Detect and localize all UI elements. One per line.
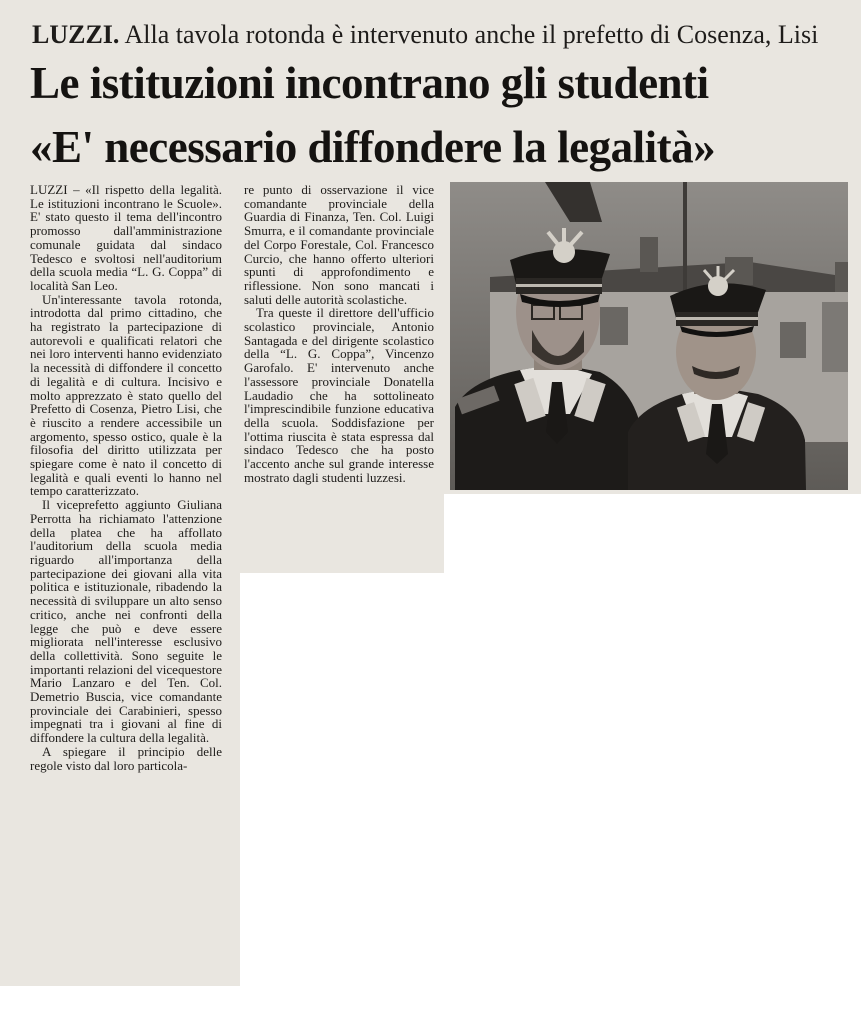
article-column-2 bbox=[244, 183, 434, 484]
paragraph: Il viceprefetto aggiunto Giuliana Perrotta ha richiamato l'attenzione della platea che ha affollato l'auditorium della scuola media riguardo all'importanza della partecipazione dei giovani alla vita politica e istituzionale, ribadendo la necessità di sviluppare un alto senso critico, anche nei confronti della legge che può e deve essere migliorata nell'interesse esclusivo della collettività. Sono seguite le importanti relazioni del vicequestore Mario Lanzaro e del Ten. Col. Demetrio Buscia, vice comandante provinciale dei Carabinieri, spesso impegnati tra i giovani al fine di diffondere la cultura della legalità. bbox=[30, 497, 222, 746]
paragraph: Un'interessante tavola rotonda, introdotta dal primo cittadino, che ha registrato la partecipazione di autorevoli e qualificati relatori che nei loro interventi hanno evidenziato la necessità di diffondere il concetto di legalità e di cultura. Incisivo e molto apprezzato è stato quello del Prefetto di Cosenza, Pietro Lisi, che è riuscito a rendere accessibile un argomento, spesso ostico, quale è la filosofia del diritto utilizzata per spiegare come è nato il concetto di legalità e quali eventi lo hanno nel tempo caratterizzato. bbox=[30, 291, 222, 499]
article-photo bbox=[450, 182, 848, 490]
paragraph: LUZZI – «Il rispetto della legalità. Le istituzioni incontrano le Scuole». E' stato questo il tema dell'incontro promosso dall'amministrazione comunale guidata dal sindaco Tedesco e svoltosi nell'auditorium della scuola media “L. G. Coppa” di località San Leo. bbox=[30, 182, 222, 293]
article-kicker bbox=[32, 18, 852, 52]
article-column-1 bbox=[30, 183, 222, 772]
headline-line-2: «E' necessario diffondere la legalità» bbox=[30, 122, 716, 172]
paragraph: re punto di osservazione il vice comandante provinciale della Guardia di Finanza, Ten. Col. Luigi Smurra, e il comandante provinciale del Corpo Forestale, Col. Francesco Curcio, che hanno offerto ulteriori spunti di approfondimento e riflessione. Non sono mancati i saluti delle autorità scolastiche. bbox=[244, 182, 434, 307]
kicker-text: Alla tavola rotonda è intervenuto anche il prefetto di Cosenza, Lisi bbox=[124, 20, 819, 49]
kicker-place: LUZZI. bbox=[32, 20, 120, 49]
headline-line-1: Le istituzioni incontrano gli studenti bbox=[30, 58, 709, 108]
paragraph: A spiegare il principio delle regole visto dal loro particola- bbox=[30, 743, 222, 773]
paragraph: Tra queste il direttore dell'ufficio scolastico provinciale, Antonio Santagada e del dirigente scolastico della “L. G. Coppa”, Vincenzo Garofalo. E' intervenuto anche l'assessore provinciale Donatella Laudadio che ha sottolineato l'imprescindibile funzione educativa della scuola. Soddisfazione per l'ottima riuscita è stata espressa dal sindaco Tedesco che ha posto l'accento anche sul grande interesse mostrato dagli studenti luzzesi. bbox=[244, 305, 434, 485]
